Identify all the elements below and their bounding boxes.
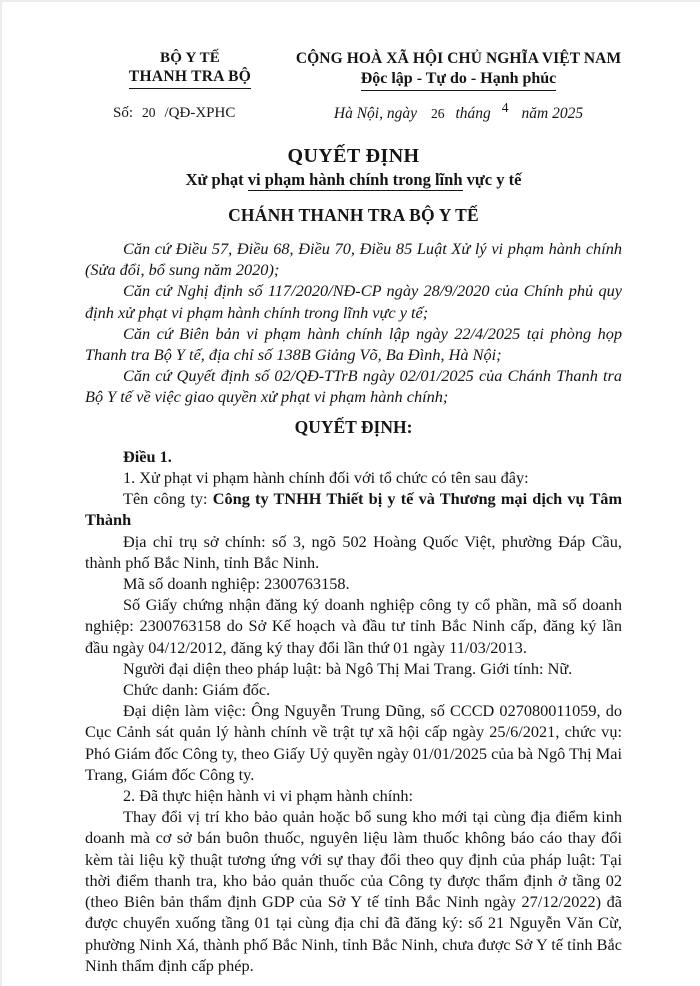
company-tax-code-line: Mã số doanh nghiệp: 2300763158. <box>123 574 350 594</box>
article-1-heading: Điều 1. <box>123 446 172 466</box>
document-number-value: 20 <box>142 105 156 120</box>
document-number-label: Số: <box>113 105 134 121</box>
subtitle-underlined: vi phạm hành chính trong lĩnh <box>247 170 463 189</box>
legal-representative-line: Người đại diện theo pháp luật: bà Ngô Thị Mai Trang. Giới tính: Nữ. <box>123 658 573 678</box>
company-name-value: Công ty TNHH Thiết bị y tế và Thương mại dịch vụ Tâm Thành <box>85 489 623 530</box>
preamble-legal-basis-2: Căn cứ Nghị định số 117/2020/NĐ-CP ngày 28/9/2020 của Chính phủ quy định xử phạt vi phạm hành chính trong lĩnh vực y tế; <box>85 281 622 322</box>
company-registration-line: Số Giấy chứng nhận đăng ký doanh nghiệp công ty cổ phần, mã số doanh nghiệp: 2300763158 do Sở Kế hoạch và đầu tư tỉnh Bắc Ninh cấp, đăng ký lần đầu ngày 04/12/2012, đăng ký thay đổi lần thứ 01 ngày 11/03/2013. <box>85 595 622 657</box>
clause-1-sanction-subject: 1. Xử phạt vi phạm hành chính đối với tổ chức có tên sau đây: <box>123 468 529 488</box>
issuing-authority-title: CHÁNH THANH TRA BỘ Y TẾ <box>228 205 479 225</box>
subtitle-pre: Xử phạt <box>185 170 248 189</box>
country-name: CỘNG HOÀ XÃ HỘI CHỦ NGHĨA VIỆT NAM <box>295 50 622 67</box>
document-header <box>85 50 622 123</box>
preamble-violation-record: Căn cứ Biên bản vi phạm hành chính lập ngày 22/4/2025 tại phòng họp Thanh tra Bộ Y tế, địa chỉ số 138B Giảng Võ, Ba Đình, Hà Nội; <box>85 323 622 365</box>
working-representative-line: Đại diện làm việc: Ông Nguyễn Trung Dũng, số CCCD 027080011059, do Cục Cảnh sát quản lý hành chính về trật tự xã hội cấp ngày 25/6/2021, chức vụ: Phó Giám đốc Công ty, theo Giấy Uỷ quyền ngày 01/01/2025 của bà Ngô Thị Mai Trang, Giám đốc Công ty. <box>85 701 622 784</box>
company-name-label: Tên công ty: <box>123 489 213 509</box>
clause-2-violation-heading: 2. Đã thực hiện hành vi vi phạm hành chính: <box>123 786 414 806</box>
subtitle-post: vực y tế <box>462 170 522 189</box>
place-date-line <box>295 100 622 123</box>
document-number <box>85 105 295 122</box>
date-year-label: năm 2025 <box>521 105 584 122</box>
agency-parent: BỘ Y TẾ <box>159 50 221 66</box>
date-day-value: 26 <box>430 106 445 121</box>
national-header-block <box>295 50 622 123</box>
preamble-delegation-decision: Căn cứ Quyết định số 02/QĐ-TTrB ngày 02/01/2025 của Chánh Thanh tra Bộ Y tế về việc giao quyền xử phạt vi phạm hành chính; <box>85 366 622 407</box>
document-title: QUYẾT ĐỊNH <box>287 145 420 167</box>
document-body <box>85 238 622 976</box>
date-month-label: tháng <box>455 105 491 122</box>
representative-position-line: Chức danh: Giám đốc. <box>123 680 271 700</box>
date-month-value: 4 <box>501 100 509 115</box>
agency-name: THANH TRA BỘ <box>129 68 251 89</box>
issuing-agency-block <box>85 50 295 122</box>
company-name-line <box>85 488 622 530</box>
document-subtitle <box>85 170 622 190</box>
national-motto: Độc lập - Tự do - Hạnh phúc <box>361 70 557 91</box>
document-number-suffix: /QĐ-XPHC <box>164 105 236 121</box>
title-block <box>85 145 622 226</box>
preamble-legal-basis-1: Căn cứ Điều 57, Điều 68, Điều 70, Điều 85 Luật Xử lý vi phạm hành chính (Sửa đổi, bổ sung năm 2020); <box>85 239 622 280</box>
decision-heading: QUYẾT ĐỊNH: <box>294 416 413 437</box>
violation-description: Thay đổi vị trí kho bảo quản hoặc bổ sung kho mới tại cùng địa điểm kinh doanh mà cơ sở bán buôn thuốc, nguyên liệu làm thuốc không báo cáo thay đổi kèm tài liệu kỹ thuật tương ứng với sự thay đổi theo quy định của pháp luật: Tại thời điểm thanh tra, kho bảo quản thuốc của Công ty được thẩm định ở tầng 02 (theo Biên bản thẩm định GDP của Sở Y tế tỉnh Bắc Ninh ngày 27/12/2022) đã được chuyển xuống tầng 01 tại cùng địa chỉ đã đăng ký: số 21 Nguyễn Văn Cừ, phường Ninh Xá, thành phố Bắc Ninh, tỉnh Bắc Ninh, chưa được Sở Y tế tỉnh Bắc Ninh thẩm định cấp phép. <box>85 807 622 975</box>
date-prefix: Hà Nội, ngày <box>333 105 417 122</box>
company-address-line: Địa chỉ trụ sở chính: số 3, ngõ 502 Hoàng Quốc Việt, phường Đáp Cầu, thành phố Bắc Ninh, tỉnh Bắc Ninh. <box>85 531 622 572</box>
